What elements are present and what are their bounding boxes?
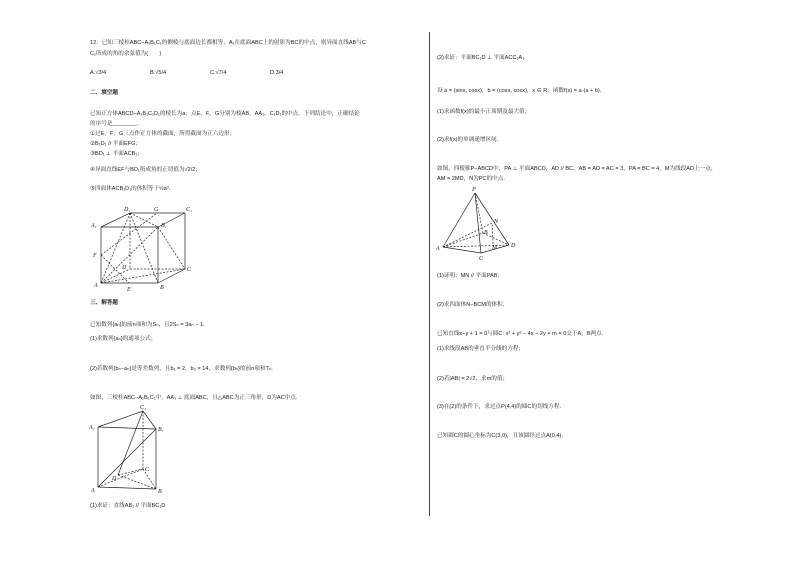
prism-label-a: A [91,488,95,494]
vec-part-2: (2)求f(x)的单调递增区间． [437,137,503,143]
vec-stem: 设 a = (sinx, cosx)，b = (cosx, cosx)，x ∈ R，函数f(x) = a·(a + b)． [437,88,606,94]
fill-item-1: ①过E，F，G三点作正方体的截面，所得截面为正六边形； [90,131,236,137]
fill-item-3: ③BD₁ ⊥ 平面ACB₁； [90,151,143,157]
q12-option-d: D.3/4 [270,70,284,76]
prism-figure [88,405,168,495]
cube-figure [88,203,198,295]
fill-item-4: ④异面直线EF与BD₁所成角的正切值为√2/2； [90,167,201,173]
circle-part-1: (1)求线段AB的垂直平分线的方程； [437,346,525,352]
pyr-label-b: B [484,230,488,236]
prism-label-b1: B₁ [158,427,164,433]
seq-stem: 已知数列{aₙ}的前n项和为Sₙ，且2Sₙ = 3aₙ − 1． [90,322,209,328]
pyr-stem-cont: AM = 2MD，N为PC的中点． [437,176,509,182]
cube-label-g: G [154,207,159,213]
cube-label-d1: D₁ [124,207,131,213]
pyr-label-p: P [472,187,476,193]
q12-stem-cont: C₁所成的角的余弦值为( ) [90,51,162,57]
pyr-label-a: A [436,246,440,252]
prism-part-2: (2)求证：平面BC₁D ⊥ 平面ACC₁A₁． [437,55,530,61]
cube-label-c1: C₁ [186,207,193,213]
pyr-label-m: M [492,245,497,251]
fill-item-2: ②B₁D₁ // 平面EFG； [90,141,142,147]
circle-part-3: (3)在(2)的条件下，求过点P(4,4)的圆C的切线方程． [437,404,566,410]
prism-stem: 如图，三棱柱ABC−A₁B₁C₁中，AA₁ ⊥ 底面ABC，且△ABC为正三角形，D为AC中点． [90,395,302,401]
q12-stem: 12．已知三棱柱ABC−A₁B₁C₁的侧棱与底面边长都相等，A₁在底面ABC上的射影为BC的中点，则异面直线AB与C [90,40,366,46]
pyr-label-c: C [479,256,484,262]
prism-label-a1: A₁ [89,425,95,431]
seq-part-1: (1)求数列{aₙ}的通项公式； [90,336,157,342]
pyr-part-2: (2)求四面体N−BCM的体积． [437,302,509,308]
prism-label-d: D [112,476,117,482]
fill-stem-cont: 的序号是________． [90,121,143,127]
fill-stem: 已知正方体ABCD−A₁B₁C₁D₁的棱长为a，点E，F，G分别为棱AB，AA₁，C₁D₁的中点．下列结论中，正确结论 [90,111,360,117]
section-fill-heading: 二、填空题 [90,90,118,96]
pyr-stem: 如图，四棱锥P−ABCD中，PA ⊥ 平面ABCD，AD // BC，AB = AD = AC = 3，PA = BC = 4，M为线段AD上一点， [437,166,717,172]
section-answer-heading: 三、解答题 [90,300,118,306]
cube-label-c: C [187,267,192,273]
cube-label-b: B [160,285,164,291]
seq-part-2: (2)若数列{bₙ−aₙ}是等差数列，且b₁ = 2，b₃ = 14，求数列{bₙ}的前n项和Tₙ． [90,366,277,372]
prism-part-1: (1)求证：直线AB₁ // 平面BC₁D [90,503,166,509]
column-divider [429,32,430,516]
cube-label-d: D [122,265,127,271]
cube-label-e: E [127,287,131,293]
pyr-label-n: N [494,219,499,225]
prism-label-c: C [145,467,150,473]
cube-label-a: A [94,283,98,289]
q12-option-b: B.√5/4 [150,70,167,76]
pyramid-figure [435,185,520,265]
vec-part-1: (1)求函数f(x)的最小正周期及最大值； [437,109,531,115]
cube-label-b1: B₁ [161,223,167,229]
circle2-stem: 已知圆C的圆心坐标为C(3,0)，且该圆经过点A(0,4)． [437,433,567,439]
cube-label-a1: A₁ [91,223,97,229]
pyr-label-d: D [511,243,516,249]
prism-label-c1: C₁ [140,405,147,411]
fill-item-5: ⑤四面体ACB₁D₁的体积等于½a³． [90,186,175,192]
pyr-part-1: (1)证明：MN // 平面PAB； [437,273,504,279]
cube-label-f: F [93,253,97,259]
q12-option-a: A.√3/4 [90,70,107,76]
q12-option-c: C.√7/4 [210,70,227,76]
prism-label-b: B [158,489,162,495]
circle-part-2: (2)若|AB| = 2√2，求m的值； [437,376,509,382]
circle-stem: 已知直线x−y + 1 = 0与圆C: x² + y² − 4x − 2y + m = 0交于A，B两点． [437,331,608,337]
